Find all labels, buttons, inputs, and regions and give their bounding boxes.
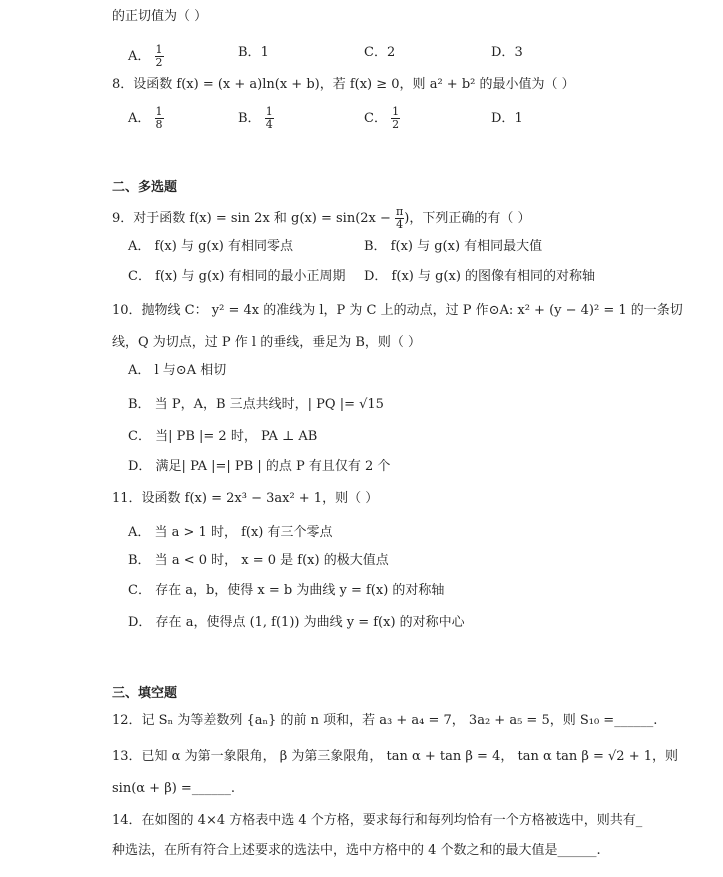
q8-stem: 8．设函数 f(x) = (x + a)ln(x + b)，若 f(x) ≥ 0，则 a² + b² 的最小值为（ ） xyxy=(112,77,575,92)
section-heading-fill-in: 三、填空题 xyxy=(112,686,178,701)
option-text: 1 xyxy=(260,45,269,60)
q7-option-a xyxy=(128,44,164,69)
q14-stem-line1: 14．在如图的 4×4 方格表中选 4 个方格，要求每行和每列均恰有一个方格被选中，则共有_ xyxy=(112,813,643,828)
stem-part: )，下列正确的有（ ） xyxy=(404,211,531,226)
q10-option-b: B． 当 P，A，B 三点共线时，| PQ |= √15 xyxy=(128,397,384,412)
option-letter: B． xyxy=(238,111,261,126)
section-heading-multiple-choice: 二、多选题 xyxy=(112,180,178,195)
q9-option-a: A． f(x) 与 g(x) 有相同零点 xyxy=(128,239,294,254)
q10-option-c: C． 当| PB |= 2 时， PA ⊥ AB xyxy=(128,429,318,444)
q8-option-a xyxy=(128,106,164,131)
q11-option-d: D． 存在 a，使得点 (1, f(1)) 为曲线 y = f(x) 的对称中心 xyxy=(128,615,465,630)
q13-stem-line2: sin(α + β) =______. xyxy=(112,781,235,796)
option-letter: D． xyxy=(491,111,515,126)
q7-option-c xyxy=(364,44,395,62)
denominator: 8 xyxy=(155,118,163,131)
stem-part: 9．对于函数 f(x) = sin 2x 和 g(x) = sin(2x − xyxy=(112,211,391,226)
option-text: 3 xyxy=(514,45,523,60)
q14-stem-line2: 种选法，在所有符合上述要求的选法中，选中方格中的 4 个数之和的最大值是______. xyxy=(112,843,601,858)
q7-option-d xyxy=(491,44,523,62)
denominator: 4 xyxy=(396,218,404,231)
q12-stem: 12．记 Sₙ 为等差数列 {aₙ} 的前 n 项和，若 a₃ + a₄ = 7， 3a₂ + a₅ = 5，则 S₁₀ =______. xyxy=(112,713,658,728)
fraction xyxy=(155,106,164,131)
q9-option-c: C． f(x) 与 g(x) 有相同的最小正周期 xyxy=(128,269,346,284)
option-letter: A． xyxy=(128,111,151,126)
q9-option-b: B． f(x) 与 g(x) 有相同最大值 xyxy=(364,239,543,254)
q8-option-c xyxy=(364,106,400,131)
denominator: 4 xyxy=(265,118,273,131)
q10-stem-line2: 线，Q 为切点，过 P 作 l 的垂线，垂足为 B，则（ ） xyxy=(112,335,422,350)
option-letter: B． xyxy=(238,45,261,60)
fraction xyxy=(265,106,274,131)
denominator: 2 xyxy=(392,118,400,131)
option-letter: A． xyxy=(128,49,151,64)
q7-stem-tail: 的正切值为（ ） xyxy=(112,9,208,24)
numerator: 1 xyxy=(155,43,163,56)
fraction xyxy=(155,44,164,69)
q13-stem-line1: 13．已知 α 为第一象限角， β 为第三象限角， tan α + tan β = 4， tan α tan β = √2 + 1，则 xyxy=(112,749,678,764)
q9-stem xyxy=(112,206,531,231)
q11-option-a: A． 当 a > 1 时， f(x) 有三个零点 xyxy=(128,525,333,540)
q8-option-d xyxy=(491,110,523,128)
q9-option-d: D． f(x) 与 g(x) 的图像有相同的对称轴 xyxy=(364,269,596,284)
denominator: 2 xyxy=(155,56,163,69)
q8-option-b xyxy=(238,106,274,131)
numerator: 1 xyxy=(155,105,163,118)
q11-option-b: B． 当 a < 0 时， x = 0 是 f(x) 的极大值点 xyxy=(128,553,389,568)
q10-option-a: A． l 与⊙A 相切 xyxy=(128,363,227,378)
q7-option-b xyxy=(238,44,269,62)
q10-stem-line1: 10．抛物线 C： y² = 4x 的准线为 l，P 为 C 上的动点，过 P 作⊙A: x² + (y − 4)² = 1 的一条切 xyxy=(112,303,683,318)
option-letter: C． xyxy=(364,111,387,126)
option-letter: C． xyxy=(364,45,387,60)
numerator: π xyxy=(396,205,404,218)
q11-option-c: C． 存在 a，b，使得 x = b 为曲线 y = f(x) 的对称轴 xyxy=(128,583,445,598)
q11-stem: 11．设函数 f(x) = 2x³ − 3ax² + 1，则（ ） xyxy=(112,491,379,506)
option-text: 1 xyxy=(514,111,523,126)
fraction xyxy=(391,106,400,131)
option-text: 2 xyxy=(386,45,396,60)
numerator: 1 xyxy=(265,105,273,118)
q10-option-d: D． 满足| PA |=| PB | 的点 P 有且仅有 2 个 xyxy=(128,459,391,474)
fraction xyxy=(395,206,404,231)
option-letter: D． xyxy=(491,45,515,60)
numerator: 1 xyxy=(392,105,400,118)
